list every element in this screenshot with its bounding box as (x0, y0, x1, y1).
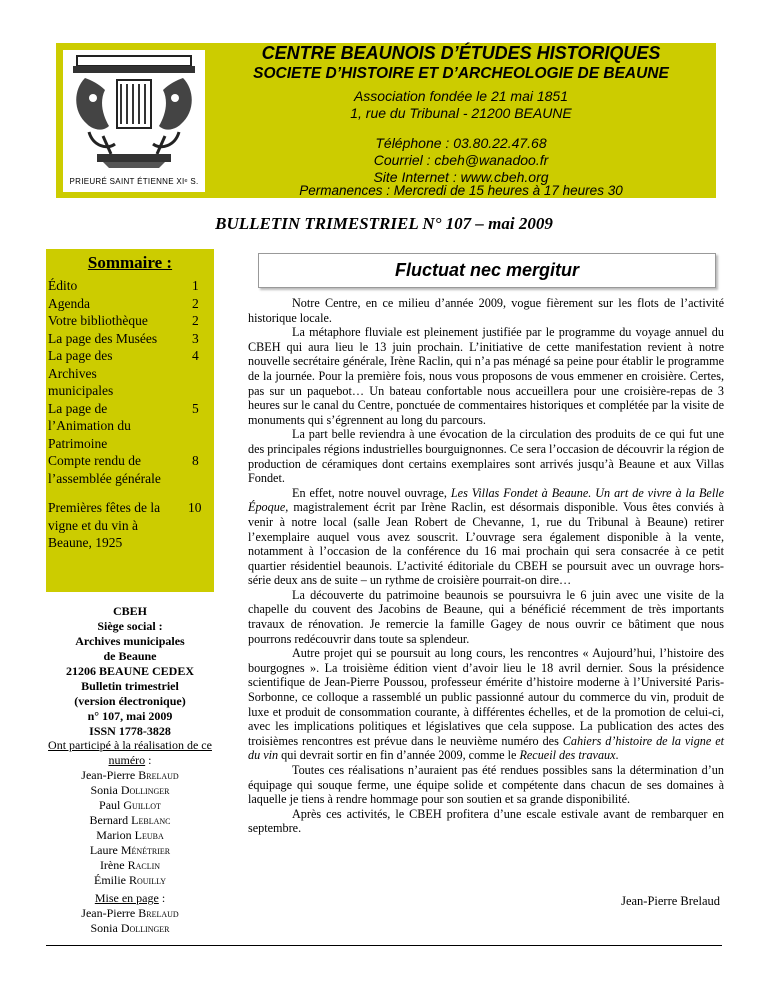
contributors-heading-text: Ont participé à la réalisation de ce numéro (48, 738, 212, 767)
cbeh-line: n° 107, mai 2009 (87, 709, 173, 723)
article-paragraph: Toutes ces réalisations n’auraient pas été rendues possibles sans la détermination d’un équipage qui souque ferme, une équipe solide et compétente dans chacun de ses domaines à laquelle je tiens à rendre hommage pour son soutien et sa grande disponibilité. (248, 763, 724, 807)
toc-label: Édito (48, 278, 78, 293)
layout-name (46, 906, 214, 921)
toc-page: 3 (192, 330, 199, 346)
cbeh-line: ISSN 1778-3828 (89, 724, 171, 738)
cbeh-line: Bulletin trimestriel (81, 679, 179, 693)
last-name: Brelaud (138, 906, 179, 920)
contributor-name (46, 798, 214, 813)
text-run: qui devrait sortir en fin d’année 2009, comme le (278, 748, 520, 763)
toc-item[interactable] (48, 277, 212, 295)
toc-label: La page des Musées (48, 330, 158, 346)
layout-heading (46, 891, 214, 906)
toc-page: 4 (192, 348, 199, 363)
toc-item[interactable] (48, 400, 212, 453)
first-name: Paul (99, 798, 121, 812)
article-paragraph (248, 486, 724, 588)
toc-label: Agenda (48, 295, 90, 311)
contributor-name (46, 828, 214, 843)
cbeh-line: (version électronique) (74, 694, 186, 708)
contributor-name (46, 858, 214, 873)
article-title: Fluctuat nec mergitur (394, 260, 580, 280)
first-name: Émilie (94, 873, 126, 887)
text-run: Autre projet qui se poursuit au long cours, les rencontres « Aujourd’hui, l’histoire des bourgognes ». La troisième édition vient d’avoir lieu le 18 avril dernier. Sous la présidence scientifique de Jean-Pierre Poussou, professeur émérite d’histoire moderne à l’Université Paris-Sorbonne, ce colloque a rassemblé un public passionné autour du commerce du vin, produit de luxe et produit de consommation courante, à différentes échelles, et de la promotion de celui-ci, avec les implications politiques et législatives que cela suppose. La publication des actes des troisièmes rencontres est prévue dans le neuvième numéro des (248, 646, 724, 748)
cbeh-line: Siège social : (97, 619, 163, 633)
header-banner (56, 43, 716, 198)
article-paragraph: La métaphore fluviale est pleinement justifiée par le programme du voyage annuel du CBEH qui aura lieu le 13 juin prochain. L’initiative de cette manifestation revient à notre nouvelle secrétaire générale, Irène Raclin, qui n’a pas ménagé sa peine pour établir le programme de la journée. Pour la première fois, nous vous proposons de vous emmener en croisière. Certes, pas sur un paquebot… Un bateau confortable nous accueillera pour une croisière-repas de 3 heures sur le canal du Centre, ponctuée de commentaires historiques et complétée par la visite de monuments qui s’égrennent au long du parcours. (248, 325, 724, 427)
toc-page: 1 (192, 278, 199, 293)
text-run: En effet, notre nouvel ouvrage, (292, 485, 451, 500)
contributor-name (46, 768, 214, 783)
organization-title: CENTRE BEAUNOIS D’ÉTUDES HISTORIQUES (261, 43, 661, 63)
layout-heading-text: Mise en page (94, 891, 159, 905)
toc-page: 8 (192, 453, 199, 468)
article-paragraph: Notre Centre, en ce milieu d’année 2009, vogue fièrement sur les flots de l’activité historique locale. (248, 296, 724, 325)
text-run: , magistralement écrit par Irène Raclin, est désormais disponible. Vous êtes conviés à venir à notre local (salle Jean Robert de Chevanne, 1, rue du Tribunal à Beaune) retirer l’exemplaire auquel vous avez souscrit. L’ouvrage sera également disponible à la vente, notamment à l’occasion de la conférence du 16 mai prochain qui sera consacrée à ce petit quartier résidentiel beaunois. L’activité éditoriale du CBEH se poursuit avec un ouvrage hors-série deux ans de suite – un rythme de croisière pourrait-on dire… (248, 500, 724, 588)
last-name: Leblanc (131, 813, 171, 827)
toc-page: 2 (192, 295, 199, 311)
last-name: Dollinger (120, 783, 170, 797)
first-name: Marion (96, 828, 132, 842)
logo (63, 50, 205, 192)
layout-credits (46, 891, 214, 936)
toc-page: 2 (192, 313, 199, 328)
last-name: Leuba (134, 828, 164, 842)
toc-page: 5 (192, 400, 199, 416)
sommaire-panel (46, 249, 214, 592)
cbeh-line: 21206 BEAUNE CEDEX (65, 664, 194, 678)
cbeh-line: Archives municipales (75, 634, 185, 648)
last-name: Guillot (123, 798, 161, 812)
toc-item[interactable] (48, 452, 212, 487)
article-paragraph: La découverte du patrimoine beaunois se poursuivra le 6 juin avec une visite de la chapelle du couvent des Jacobins de Beaune, qui a bénéficié récemment de très importants travaux de rénovation. Je remercie la famille Gagey de nous ouvrir ce bâtiment que nous pourrons redécouvrir dans toute sa splendeur. (248, 587, 724, 646)
last-name: Dollinger (120, 921, 170, 935)
contributor-name (46, 843, 214, 858)
first-name: Bernard (89, 813, 129, 827)
last-name: Brelaud (138, 768, 179, 782)
article-paragraph: Après ces activités, le CBEH profitera d’une escale estivale avant de rembarquer en septembre. (248, 806, 724, 836)
last-name: Raclin (127, 858, 161, 872)
first-name: Irène (99, 858, 125, 872)
table-of-contents (48, 277, 212, 552)
article-body (248, 296, 724, 836)
toc-label: La page de l’Animation du Patrimoine (48, 400, 131, 451)
layout-heading-suffix: : (158, 891, 166, 905)
toc-item[interactable] (48, 312, 212, 330)
toc-item[interactable] (48, 330, 212, 348)
cbeh-info (46, 604, 214, 739)
sommaire-title: Sommaire : (87, 253, 173, 272)
cbeh-line: CBEH (112, 604, 147, 618)
bulletin-title: BULLETIN TRIMESTRIEL N° 107 – mai 2009 (215, 214, 553, 233)
contributors-block (46, 738, 214, 888)
toc-item[interactable] (48, 295, 212, 313)
article-paragraph (248, 646, 724, 763)
contributors-heading (46, 738, 214, 768)
organization-subtitle: SOCIETE D’HISTOIRE ET D’ARCHEOLOGIE DE BEAUNE (253, 65, 669, 82)
article-title-box (258, 253, 716, 288)
first-name: Laure (89, 843, 118, 857)
footer-divider (46, 945, 722, 946)
toc-label: Compte rendu de l’assemblée générale (48, 453, 161, 486)
toc-page: 10 (188, 500, 202, 515)
hours-line: Permanences : Mercredi de 15 heures à 17 heures 30 (299, 183, 623, 198)
text-run: . (615, 748, 619, 763)
website-line[interactable]: Site Internet : www.cbeh.org (373, 169, 549, 185)
logo-caption: PRIEURÉ SAINT ÉTIENNE XIᵉ S. (69, 177, 199, 186)
contributor-name (46, 783, 214, 798)
publication-title: Recueil des travaux (519, 748, 616, 763)
first-name: Jean-Pierre (81, 768, 136, 782)
contributor-name (46, 873, 214, 888)
contributor-name (46, 813, 214, 828)
contributors-heading-suffix: : (145, 753, 152, 767)
first-name: Sonia (90, 783, 118, 797)
layout-name (46, 921, 214, 936)
book-title: Les Villas Fondet à Beaune. Un art de vivre à la Belle Époque (248, 485, 724, 515)
cbeh-line: de Beaune (103, 649, 157, 663)
toc-label: Premières fêtes de la vigne et du vin à Beaune, 1925 (48, 500, 161, 550)
email-line[interactable]: Courriel : cbeh@wanadoo.fr (373, 152, 549, 168)
signature: Jean-Pierre Brelaud (621, 894, 720, 908)
address-line: 1, rue du Tribunal - 21200 BEAUNE (350, 105, 572, 121)
toc-label: Votre bibliothèque (48, 313, 148, 328)
last-name: Rouilly (129, 873, 166, 887)
last-name: Ménétrier (120, 843, 171, 857)
capital-sculpture-icon (63, 50, 205, 170)
founded-line: Association fondée le 21 mai 1851 (353, 88, 569, 104)
toc-item[interactable] (48, 347, 212, 400)
toc-label: La page des Archives municipales (48, 348, 114, 398)
article-paragraph: La part belle reviendra à une évocation de la circulation des produits de ce qui fut une des principales régions industrielles bourguignonnes. Ce sera l’occasion de découvrir la région de production de céramiques dont certains exemplaires sont arrivés jusqu’à Beaune et aux Villas Fondet. (248, 427, 724, 486)
phone-line: Téléphone : 03.80.22.47.68 (375, 135, 547, 151)
toc-item[interactable] (48, 499, 212, 552)
first-name: Jean-Pierre (81, 906, 136, 920)
first-name: Sonia (90, 921, 118, 935)
publication-title: Cahiers d’histoire de la vigne et du vin (248, 733, 724, 763)
